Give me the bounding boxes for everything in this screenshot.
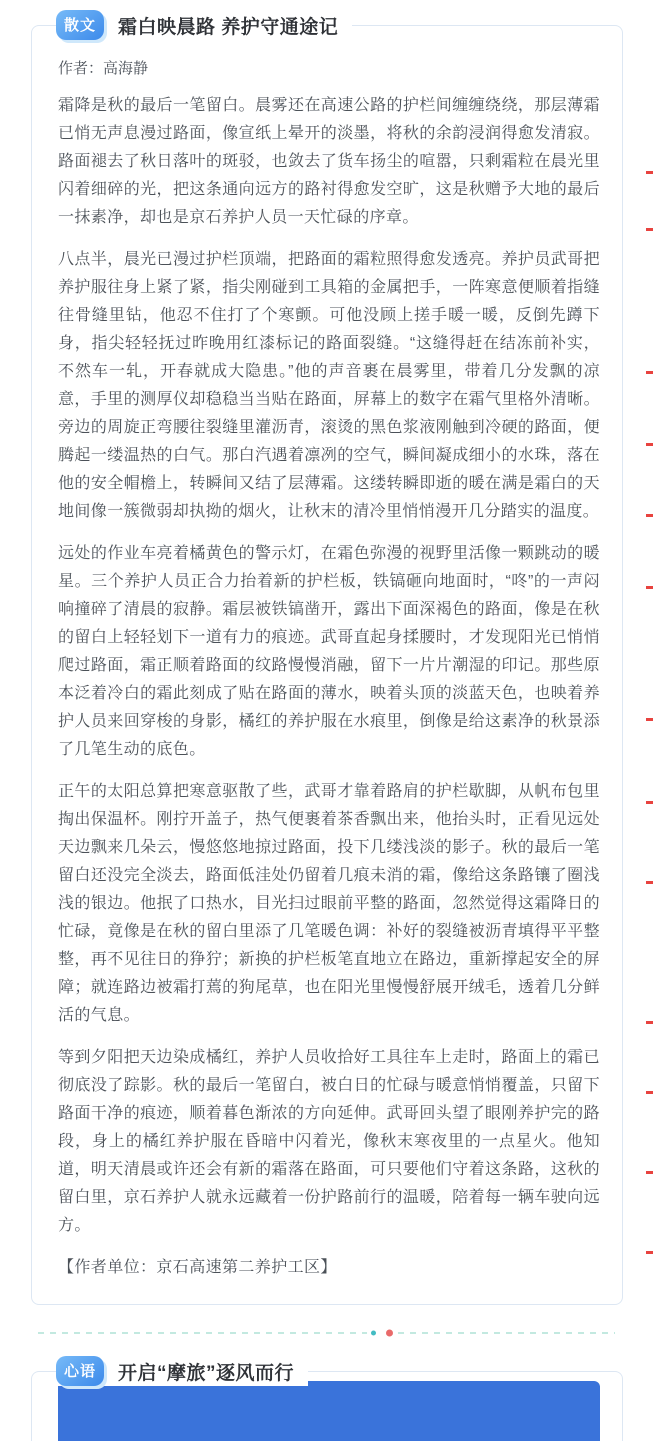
right-edge-red-mark: [646, 171, 653, 174]
divider-dot-red: [386, 1330, 393, 1337]
article-header: [56, 1356, 308, 1386]
right-edge-red-mark: [646, 801, 653, 804]
right-edge-red-mark: [646, 1171, 653, 1174]
page: [0, 16, 653, 1448]
article-card-xinyu: [31, 1362, 623, 1441]
article-paragraph: 八点半，晨光已漫过护栏顶端，把路面的霜粒照得愈发透亮。养护员武哥把养护服往身上紧了紧，指尖刚碰到工具箱的金属把手，一阵寒意便顺着指缝往骨缝里钻，他忍不住打了个寒颤。可他没顾上搓手暖一暖，反倒先蹲下身，指尖轻轻抚过昨晚用红漆标记的路面裂缝。“这缝得赶在结冻前补实，不然车一轧，开春就成大隐患。”他的声音裹在晨雾里，带着几分发飘的凉意，手里的测厚仪却稳稳当当贴在路面，屏幕上的数字在霜气里格外清晰。旁边的周旋正弯腰往裂缝里灌沥青，滚烫的黑色浆液刚触到冷硬的路面，便腾起一缕温热的白气。那白汽遇着凛冽的空气，瞬间凝成细小的水珠，落在他的安全帽檐上，转瞬间又结了层薄霜。这缕转瞬即逝的暖在满是霜白的天地间像一簇微弱却执拗的烟火，让秋末的清冷里悄悄漫开几分踏实的温度。: [58, 251, 600, 520]
section-divider: [38, 1332, 615, 1334]
article-paragraph: 正午的太阳总算把寒意驱散了些，武哥才靠着路肩的护栏歇脚，从帆布包里掏出保温杯。刚拧开盖子，热气便裹着茶香飘出来，他抬头时，正看见远处天边飘来几朵云，慢悠悠地掠过路面，投下几缕浅淡的影子。秋的最后一笔留白还没完全淡去，路面低洼处仍留着几痕未消的霜，像给这条路镶了圈浅浅的银边。他抿了口热水，目光扫过眼前平整的路面，忽然觉得这霜降日的忙碌，竟像是在秋的留白里添了几笔暖色调：补好的裂缝被沥青填得平平整整，再不见往日的狰狞；新换的护栏板笔直地立在路边，重新撑起安全的屏障；就连路边被霜打蔫的狗尾草，也在阳光里慢慢舒展开绒毛，透着几分鲜活的气息。: [58, 783, 600, 1024]
author-unit-line: 【作者单位：京石高速第二养护工区】: [58, 1259, 337, 1276]
article-header: [56, 10, 352, 40]
divider-dot-teal: [371, 1331, 376, 1336]
article-paragraph: 霜降是秋的最后一笔留白。晨雾还在高速公路的护栏间缠缠绕绕，那层薄霜已悄无声息漫过路面，像宣纸上晕开的淡墨，将秋的余韵浸润得愈发清寂。路面褪去了秋日落叶的斑驳，也敛去了货车扬尘的喧嚣，只剩霜粒在晨光里闪着细碎的光，把这条通向远方的路衬得愈发空旷，这是秋赠予大地的最后一抹素净，却也是京石养护人员一天忙碌的序章。: [58, 97, 600, 226]
author-line: 作者：高海静: [58, 60, 149, 77]
right-edge-red-mark: [646, 1251, 653, 1254]
right-edge-red-mark: [646, 718, 653, 721]
category-badge-essay: 散文: [56, 10, 104, 40]
right-edge-red-mark: [646, 514, 653, 517]
article-paragraph: 远处的作业车亮着橘黄色的警示灯，在霜色弥漫的视野里活像一颗跳动的暖星。三个养护人员正合力抬着新的护栏板，铁镐砸向地面时，“咚”的一声闷响撞碎了清晨的寂静。霜层被铁镐凿开，露出下面深褐色的路面，像是在秋的留白上轻轻划下一道有力的痕迹。武哥直起身揉腰时，才发现阳光已悄悄爬过路面，霜正顺着路面的纹路慢慢消融，留下一片片潮湿的印记。那些原本泛着冷白的霜此刻成了贴在路面的薄水，映着头顶的淡蓝天色，也映着养护人员来回穿梭的身影，橘红的养护服在水痕里，倒像是给这素净的秋景添了几笔生动的底色。: [58, 545, 600, 758]
right-edge-red-mark: [646, 1021, 653, 1024]
right-edge-red-mark: [646, 881, 653, 884]
article-title: 开启“摩旅”逐风而行: [118, 1362, 295, 1384]
right-edge-red-mark: [646, 586, 653, 589]
right-edge-red-mark: [646, 443, 653, 446]
article-paragraph: 等到夕阳把天边染成橘红，养护人员收拾好工具往车上走时，路面上的霜已彻底没了踪影。秋的最后一笔留白，被白日的忙碌与暖意悄悄覆盖，只留下路面干净的痕迹，顺着暮色渐浓的方向延伸。武哥回头望了眼刚养护完的路段，身上的橘红养护服在昏暗中闪着光，像秋末寒夜里的一点星火。他知道，明天清晨或许还会有新的霜落在路面，可只要他们守着这条路，这秋的留白里，京石养护人就永远藏着一份护路前行的温暖，陪着每一辆车驶向远方。: [58, 1049, 600, 1234]
right-edge-red-mark: [646, 371, 653, 374]
right-edge-red-mark: [646, 1091, 653, 1094]
article-title: 霜白映晨路 养护守通途记: [118, 16, 339, 38]
article-card-essay: [31, 16, 623, 1305]
category-badge-xinyu: 心语: [56, 1356, 104, 1386]
right-edge-red-mark: [646, 228, 653, 231]
article-image-top: [58, 1381, 600, 1441]
